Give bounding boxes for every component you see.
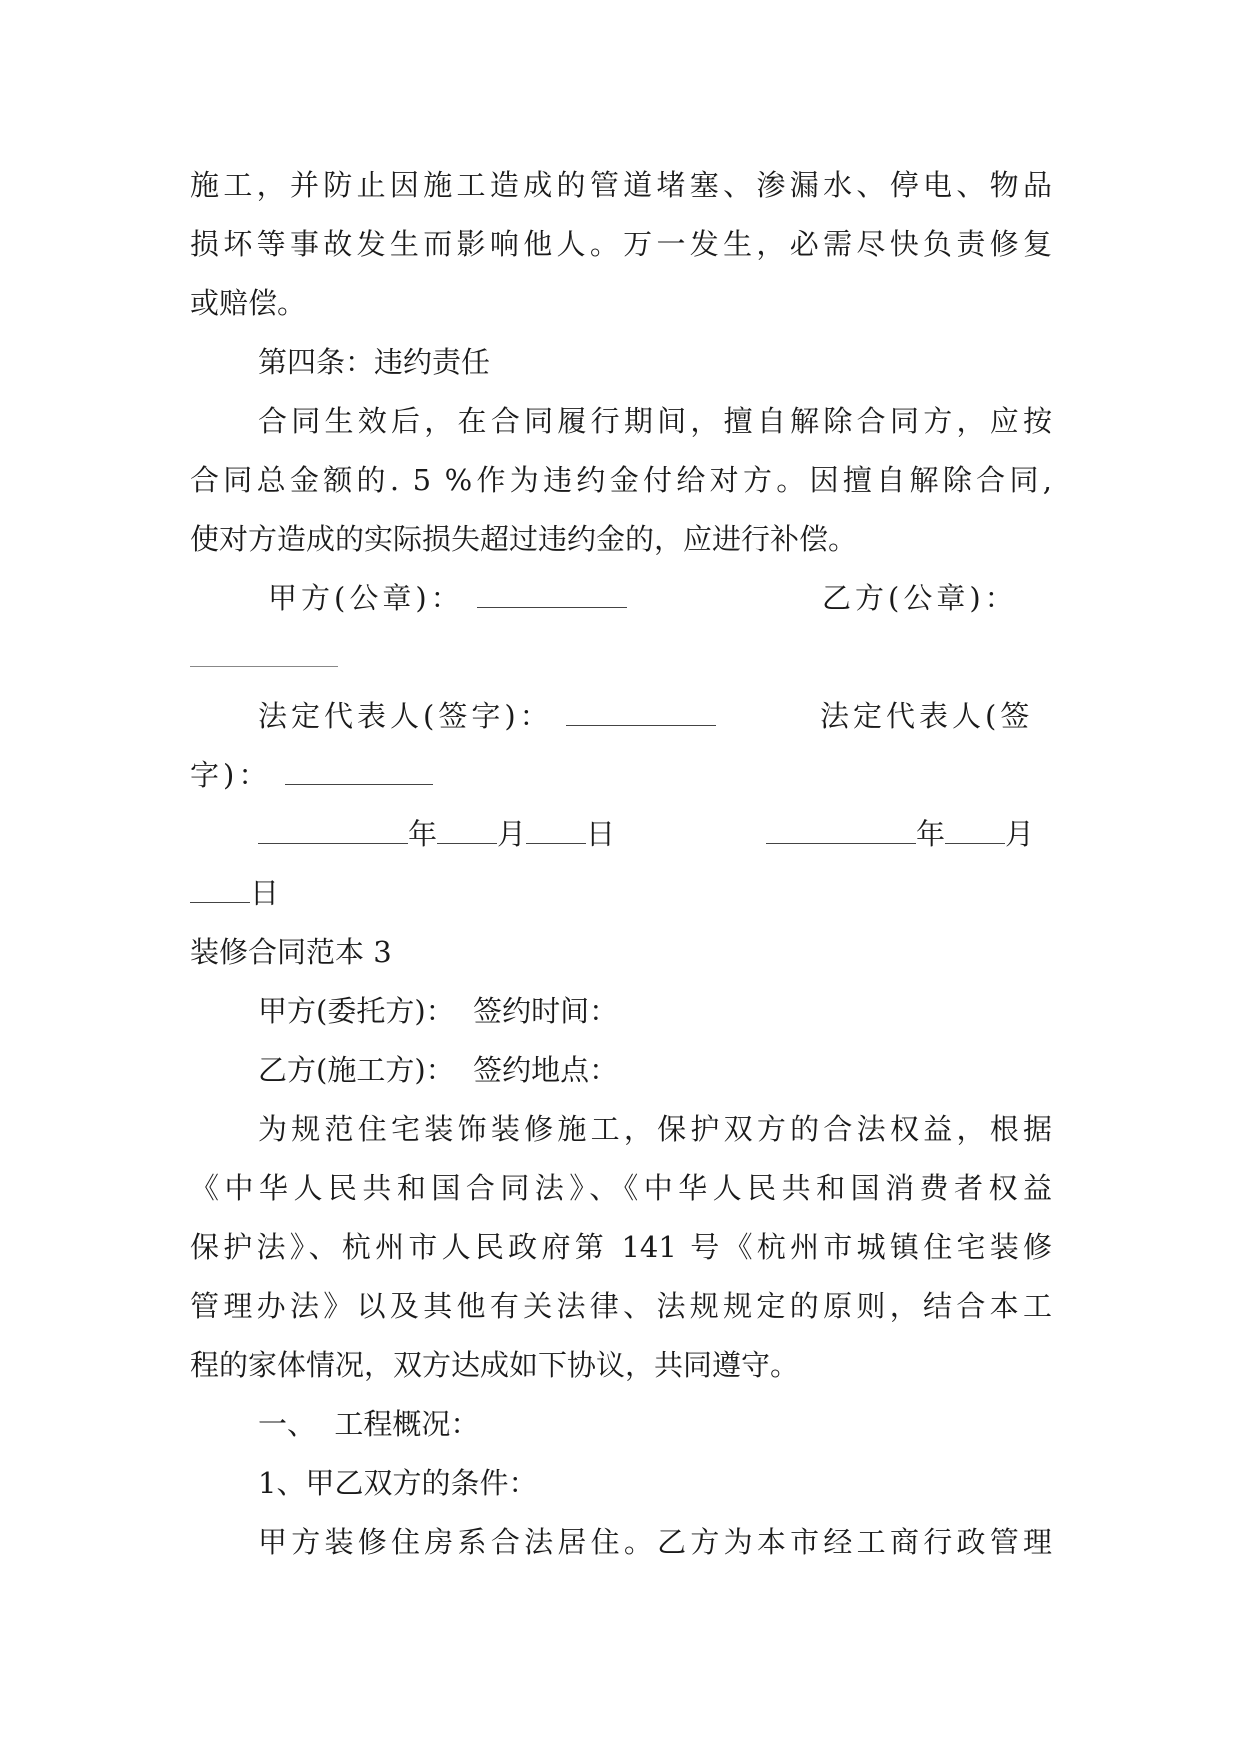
body-text-line: 合同总金额的. 5 %作为违约金付给对方。因擅自解除合同, xyxy=(190,463,1052,497)
date-b-continued xyxy=(190,873,279,913)
date-a xyxy=(258,814,615,854)
body-text-line: 甲方装修住房系合法居住。乙方为本市经工商行政管理 xyxy=(258,1525,1052,1559)
legal-rep-b-continued xyxy=(190,755,433,795)
section-heading: 一、 工程概况： xyxy=(258,1407,480,1441)
legal-rep-a-text: 法定代表人(签字)： xyxy=(258,699,553,733)
article-heading: 第四条：违约责任 xyxy=(258,345,491,379)
body-text-line: 合同生效后，在合同履行期间，擅自解除合同方，应按 xyxy=(258,404,1052,438)
year-blank xyxy=(258,817,408,844)
signature-blank xyxy=(190,640,338,667)
date-b xyxy=(766,814,1034,854)
month-label: 月 xyxy=(497,817,527,851)
body-text-line: 使对方造成的实际损失超过违约金的，应进行补偿。 xyxy=(190,522,858,556)
signature-blank xyxy=(566,699,716,726)
body-text-line: 管理办法》以及其他有关法律、法规规定的原则，结合本工 xyxy=(190,1289,1052,1323)
body-text-line: 《中华人民共和国合同法》、《中华人民共和国消费者权益 xyxy=(190,1171,1052,1205)
section-title: 装修合同范本 3 xyxy=(190,935,392,969)
year-label: 年 xyxy=(408,817,438,851)
party-a-line: 甲方(委托方)： 签约时间： xyxy=(258,994,619,1028)
legal-rep-b-text: 字)： xyxy=(190,758,272,792)
month-label: 月 xyxy=(1005,817,1035,851)
year-blank xyxy=(766,817,916,844)
party-a-seal-text: 甲方(公章)： xyxy=(268,581,464,615)
body-text-line: 或赔偿。 xyxy=(190,286,307,320)
item-heading: 1、甲乙双方的条件： xyxy=(258,1466,538,1500)
signature-blank xyxy=(477,581,627,608)
party-b-seal-blank-line xyxy=(190,637,338,677)
legal-rep-b: 法定代表人(签 xyxy=(820,699,1034,733)
day-label: 日 xyxy=(586,817,616,851)
day-blank xyxy=(190,876,250,903)
body-text-line: 施工，并防止因施工造成的管道堵塞、渗漏水、停电、物品 xyxy=(190,168,1052,202)
month-blank xyxy=(945,817,1005,844)
body-text-line: 为规范住宅装饰装修施工，保护双方的合法权益，根据 xyxy=(258,1112,1052,1146)
month-blank xyxy=(437,817,497,844)
signature-blank xyxy=(285,758,433,785)
party-a-seal-label xyxy=(268,578,627,618)
legal-rep-a xyxy=(258,696,716,736)
party-b-line: 乙方(施工方)： 签约地点： xyxy=(258,1053,619,1087)
body-text-line: 保护法》、杭州市人民政府第 141 号《杭州市城镇住宅装修 xyxy=(190,1230,1052,1264)
body-text-line: 损坏等事故发生而影响他人。万一发生，必需尽快负责修复 xyxy=(190,227,1052,261)
day-blank xyxy=(526,817,586,844)
day-label: 日 xyxy=(250,876,280,910)
body-text-line: 程的家体情况，双方达成如下协议，共同遵守。 xyxy=(190,1348,800,1382)
party-b-seal-label: 乙方(公章)： xyxy=(822,581,1018,615)
year-label: 年 xyxy=(916,817,946,851)
